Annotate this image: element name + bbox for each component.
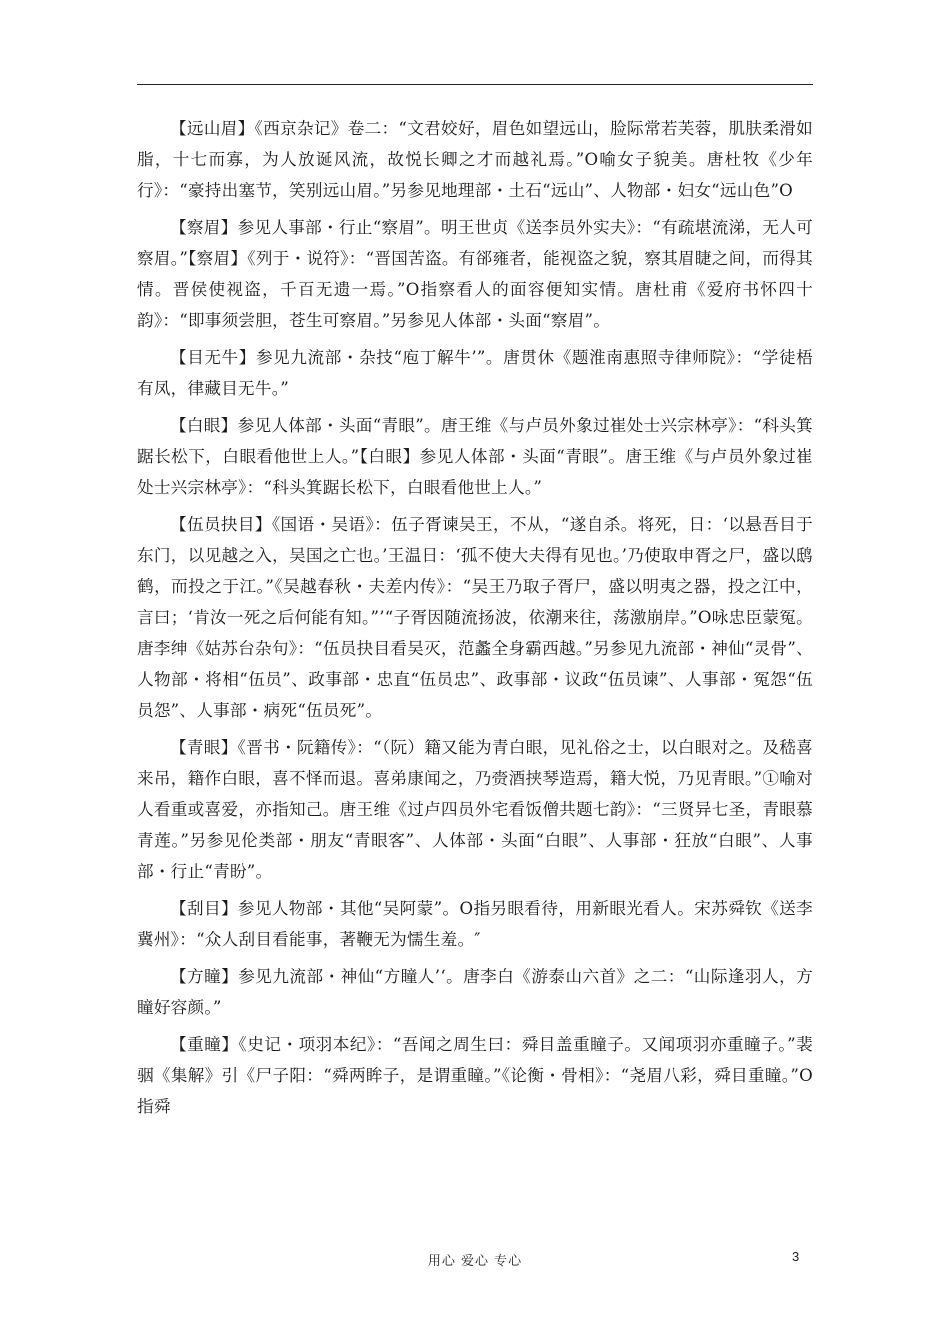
entry-muwuniu: 【目无牛】参见九流部・杂技“庖丁解牛’”。唐贯休《题淮南惠照寺律师院》：“学徒梧有凤，律藏目无牛。” bbox=[137, 348, 813, 398]
entry-chongtong: 【重瞳】《史记・项羽本纪》：“吾闻之周生曰：舜目盖重瞳子。又闻项羽亦重瞳子。”裴骃《集解》引《尸子阳：“舜两眸子，是谓重瞳。”《论衡・骨相》：“尧眉八彩，舜目重瞳。”O指舜 bbox=[137, 1035, 813, 1116]
document-body bbox=[137, 113, 813, 1128]
entry-wuyuanjuemu: 【伍员抉目】《国语・吴语》：伍子胥谏吴王，不从，“遂自杀。将死，日：‘以悬吾目于东门，以见越之入，吴国之亡也。’王温日：‘孤不使大夫得有见也。’乃使取申胥之尸，盛以鸱鹤，而投之于江。”《吴越春秋・夫差内传》：“吴王乃取子胥尸，盛以明夷之器，投之江中，言曰；‘肯汝一死之后何能有知。”’“子胥因随流扬波，依潮来往，荡激崩岸。”O咏忠臣蒙冤。唐李绅《姑苏台杂句》：“伍员抉目看吴灭，范蠡全身霸西越。”另参见九流部・神仙“灵骨”、人物部・将相“伍员”、政事部・忠直“伍员忠”、政事部・议政“伍员谏”、人事部・冤怨“伍员怨”、人事部・病死“伍员死”。 bbox=[137, 515, 813, 720]
page-number: 3 bbox=[792, 1249, 800, 1264]
header-rule bbox=[137, 84, 813, 85]
entry-yuanshanmei: 【远山眉】《西京杂记》卷二：“文君姣好，眉色如望远山，脸际常若芙蓉，肌肤柔滑如脂，十七而寡，为人放诞风流，故悦长卿之才而越礼焉。”O喻女子貌美。唐杜牧《少年行》：“豪持出塞节，笑别远山眉。”另参见地理部・土石“远山”、人物部・妇女“远山色”O bbox=[137, 119, 813, 200]
entry-fangtong: 【方瞳】参见九流部・神仙“方瞳人’‘。唐李白《游泰山六首》之二：“山际逢羽人，方瞳好容颜。” bbox=[137, 967, 813, 1017]
entry-guamu: 【刮目】参见人物部・其他“吴阿蒙”。O指另眼看待，用新眼光看人。宋苏舜钦《送李冀州》：“众人刮目看能事，著鞭无为懦生羞。″ bbox=[137, 899, 813, 949]
entry-baiyan: 【白眼】参见人体部・头面“青眼”。唐王维《与卢员外象过崔处士兴宗林亭》：“科头箕踞长松下，白眼看他世上人。”【白眼】参见人体部・头面“青眼”。唐王维《与卢员外象过崔处士兴宗林亭》：“科头箕踞长松下，白眼看他世上人。” bbox=[137, 416, 813, 497]
entry-qingyan: 【青眼】《晋书・阮籍传》：“（阮）籍又能为青白眼，见礼俗之士，以白眼对之。及嵇喜来吊，籍作白眼，喜不怿而退。喜弟康闻之，乃赍酒挟琴造焉，籍大悦，乃见青眼。”①喻对人看重或喜爱，亦指知己。唐王维《过卢四员外宅看饭僧共题七韵》：“三贤异七圣，青眼慕青莲。”另参见伦类部・朋友“青眼客”、人体部・头面“白眼”、人事部・狂放“白眼”、人事部・行止“青盼”。 bbox=[137, 738, 813, 881]
footer-slogan: 用心 爱心 专心 bbox=[427, 1254, 523, 1269]
entry-chamei: 【察眉】参见人事部・行止“察眉”。明王世贞《送李员外实夫》：“有疏堪流涕，无人可察眉。”【察眉】《列于・说符》：“晋国苦盗。有郤雍者，能视盗之貌，察其眉睫之间，而得其情。晋侯使视盗，千百无遗一焉。”O指察看人的面容便知实情。唐杜甫《爱府书怀四十韵》：“即事须尝胆，苍生可察眉。”另参见人体部・头面“察眉”。 bbox=[137, 218, 813, 330]
